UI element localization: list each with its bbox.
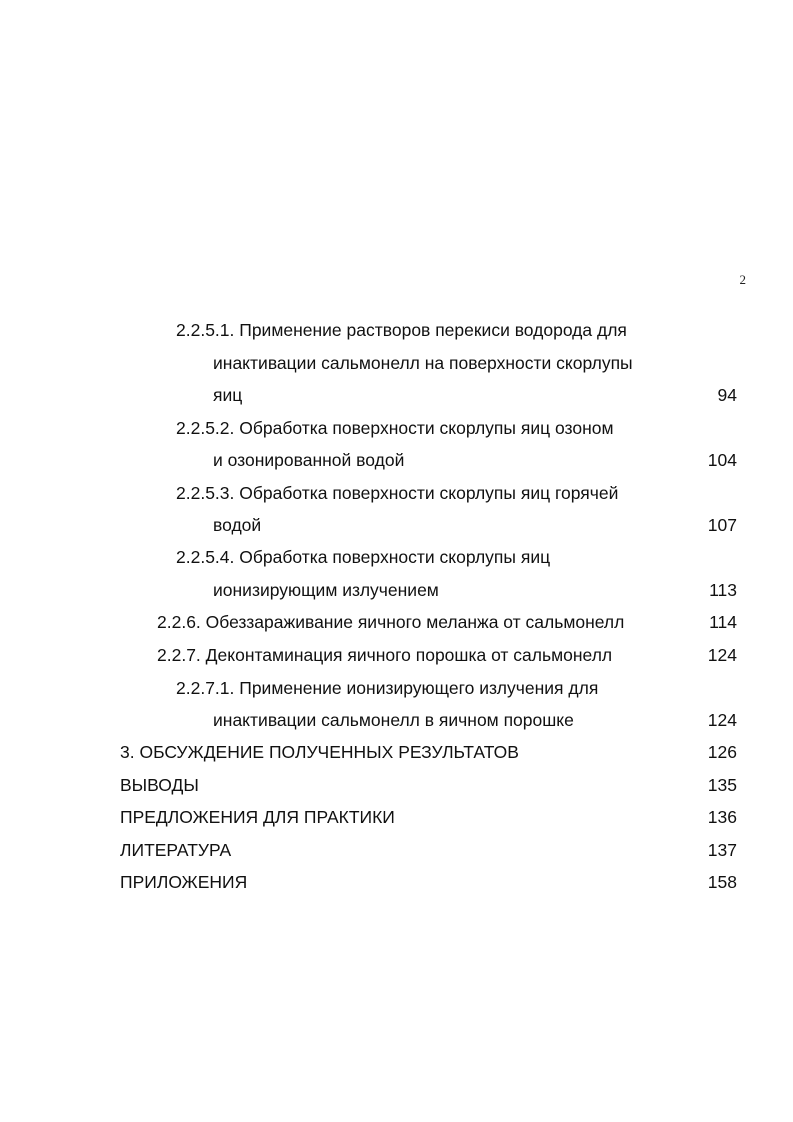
toc-page-number: 126	[707, 742, 737, 762]
page-number: 2	[739, 272, 746, 287]
toc-page-number: 104	[707, 450, 737, 470]
toc-entry-text: ЛИТЕРАТУРА	[120, 840, 232, 860]
toc-entry-text: 2.2.5.3. Обработка поверхности скорлупы яиц горячей	[176, 483, 619, 503]
toc-page-number: 158	[707, 872, 737, 892]
toc-entry-text: ПРИЛОЖЕНИЯ	[120, 872, 248, 892]
toc-page-number: 113	[709, 580, 737, 600]
toc-page-number: 124	[707, 645, 737, 665]
toc-page-number: 124	[707, 710, 737, 730]
toc-entry-text: инактивации сальмонелл на поверхности скорлупы	[213, 353, 633, 373]
toc-entry-text: водой	[213, 515, 262, 535]
toc-entry-text: 2.2.7. Деконтаминация яичного порошка от сальмонелл	[157, 645, 613, 665]
toc-entry-text: ПРЕДЛОЖЕНИЯ ДЛЯ ПРАКТИКИ	[120, 807, 395, 827]
toc-page-number: 94	[717, 385, 737, 405]
toc-entry-text: и озонированной водой	[213, 450, 405, 470]
toc-page-number: 114	[709, 612, 737, 632]
toc-page-number: 107	[707, 515, 737, 535]
toc-page-number: 137	[707, 840, 737, 860]
toc-entry-text: 2.2.5.4. Обработка поверхности скорлупы яиц	[176, 547, 551, 567]
toc-page-number: 136	[707, 807, 737, 827]
toc-entry-text: инактивации сальмонелл в яичном порошке	[213, 710, 574, 730]
toc-entry-text: 3. ОБСУЖДЕНИЕ ПОЛУЧЕННЫХ РЕЗУЛЬТАТОВ	[120, 742, 519, 762]
toc-entry-text: 2.2.7.1. Применение ионизирующего излучения для	[176, 678, 599, 698]
toc-entry-text: яиц	[213, 385, 243, 405]
toc-entry-text: 2.2.5.2. Обработка поверхности скорлупы яиц озоном	[176, 418, 614, 438]
toc-entry-text: ионизирующим излучением	[213, 580, 439, 600]
toc-entry-text: 2.2.5.1. Применение растворов перекиси водорода для	[176, 320, 627, 340]
toc-entry-text: 2.2.6. Обеззараживание яичного меланжа от сальмонелл	[157, 612, 625, 632]
toc-page-number: 135	[707, 775, 737, 795]
toc-entry-text: ВЫВОДЫ	[120, 775, 199, 795]
